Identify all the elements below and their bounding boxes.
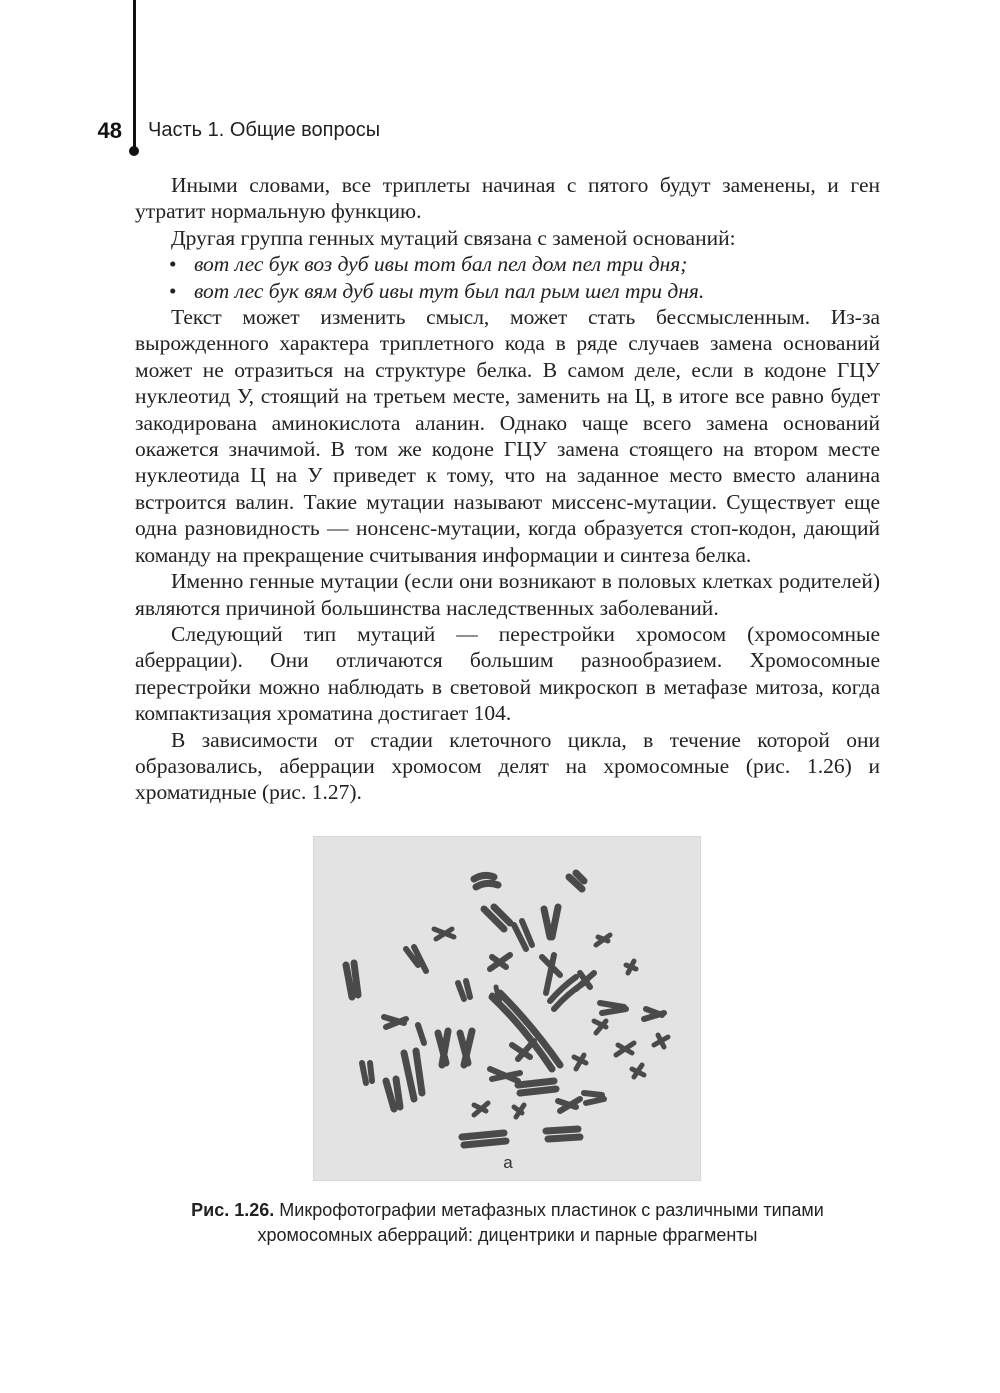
paragraph-3: Текст может изменить смысл, может стать бессмысленным. Из-за вырожденного характера триплетного кода в ряде случаев замена оснований может не отразиться на структуре белка. В самом деле, если в кодоне ГЦУ нуклеотид У, стоящий на третьем месте, заменить на Ц, в итоге все равно будет закодирована аминокислота аланин. Однако чаще всего замена оснований окажется значимой. В том же кодоне ГЦУ замена стоящего на втором месте нуклеотида Ц на У приведет к тому, что на заданное место вместо аланина встроится валин. Такие мутации называют миссенс-мутации. Существует еще одна разновидность — нонсенс-мутации, когда образуется стоп-кодон, дающий команду на прекращение считывания информации и синтеза белка. [135, 305, 880, 567]
caption-label: Рис. 1.26. [191, 1200, 275, 1220]
bullet-marker: • [169, 278, 177, 303]
bullet-marker: • [169, 252, 177, 277]
paragraph-4: Именно генные мутации (если они возникают в половых клетках родителей) являются причиной большинства наследственных заболеваний. [135, 569, 880, 620]
panel-label: а [503, 1153, 513, 1172]
page-number: 48 [97, 118, 122, 143]
caption-text: Микрофотографии метафазных пластинок с различными типами хромосомных аберраций: дицентрики и парные фрагменты [257, 1200, 824, 1245]
bullet-list [135, 251, 880, 304]
paragraph-6: В зависимости от стадии клеточного цикла, в течение которой они образовались, аберрации хромосом делят на хромосомные (рис. 1.26) и хроматидные (рис. 1.27). [135, 727, 880, 805]
chromosome-spread-image [314, 837, 700, 1180]
paragraph-1: Иными словами, все триплеты начиная с пятого будут заменены, и ген утратит нормальную функцию. [135, 173, 880, 224]
body-text [135, 172, 880, 806]
paragraph-5: Следующий тип мутаций — перестройки хромосом (хромосомные аберрации). Они отличаются большим разнообразием. Хромосомные перестройки можно наблюдать в световой микроскоп в метафазе митоза, когда компактизация хроматина достигает 104. [135, 621, 880, 726]
part-title: Часть 1. Общие вопросы [148, 119, 381, 141]
bullet-text: вот лес бук воз дуб ивы тот бал пел дом пел три дня; [194, 252, 688, 277]
bullet-item-2 [135, 278, 880, 304]
figure-caption [135, 1198, 880, 1248]
bullet-item-1 [135, 251, 880, 277]
paragraph-2: Другая группа генных мутаций связана с заменой оснований: [171, 225, 736, 250]
running-head [0, 114, 1000, 148]
bullet-text: вот лес бук вям дуб ивы тут был пал рым шел три дня. [194, 278, 705, 303]
micrograph-figure [313, 836, 701, 1181]
